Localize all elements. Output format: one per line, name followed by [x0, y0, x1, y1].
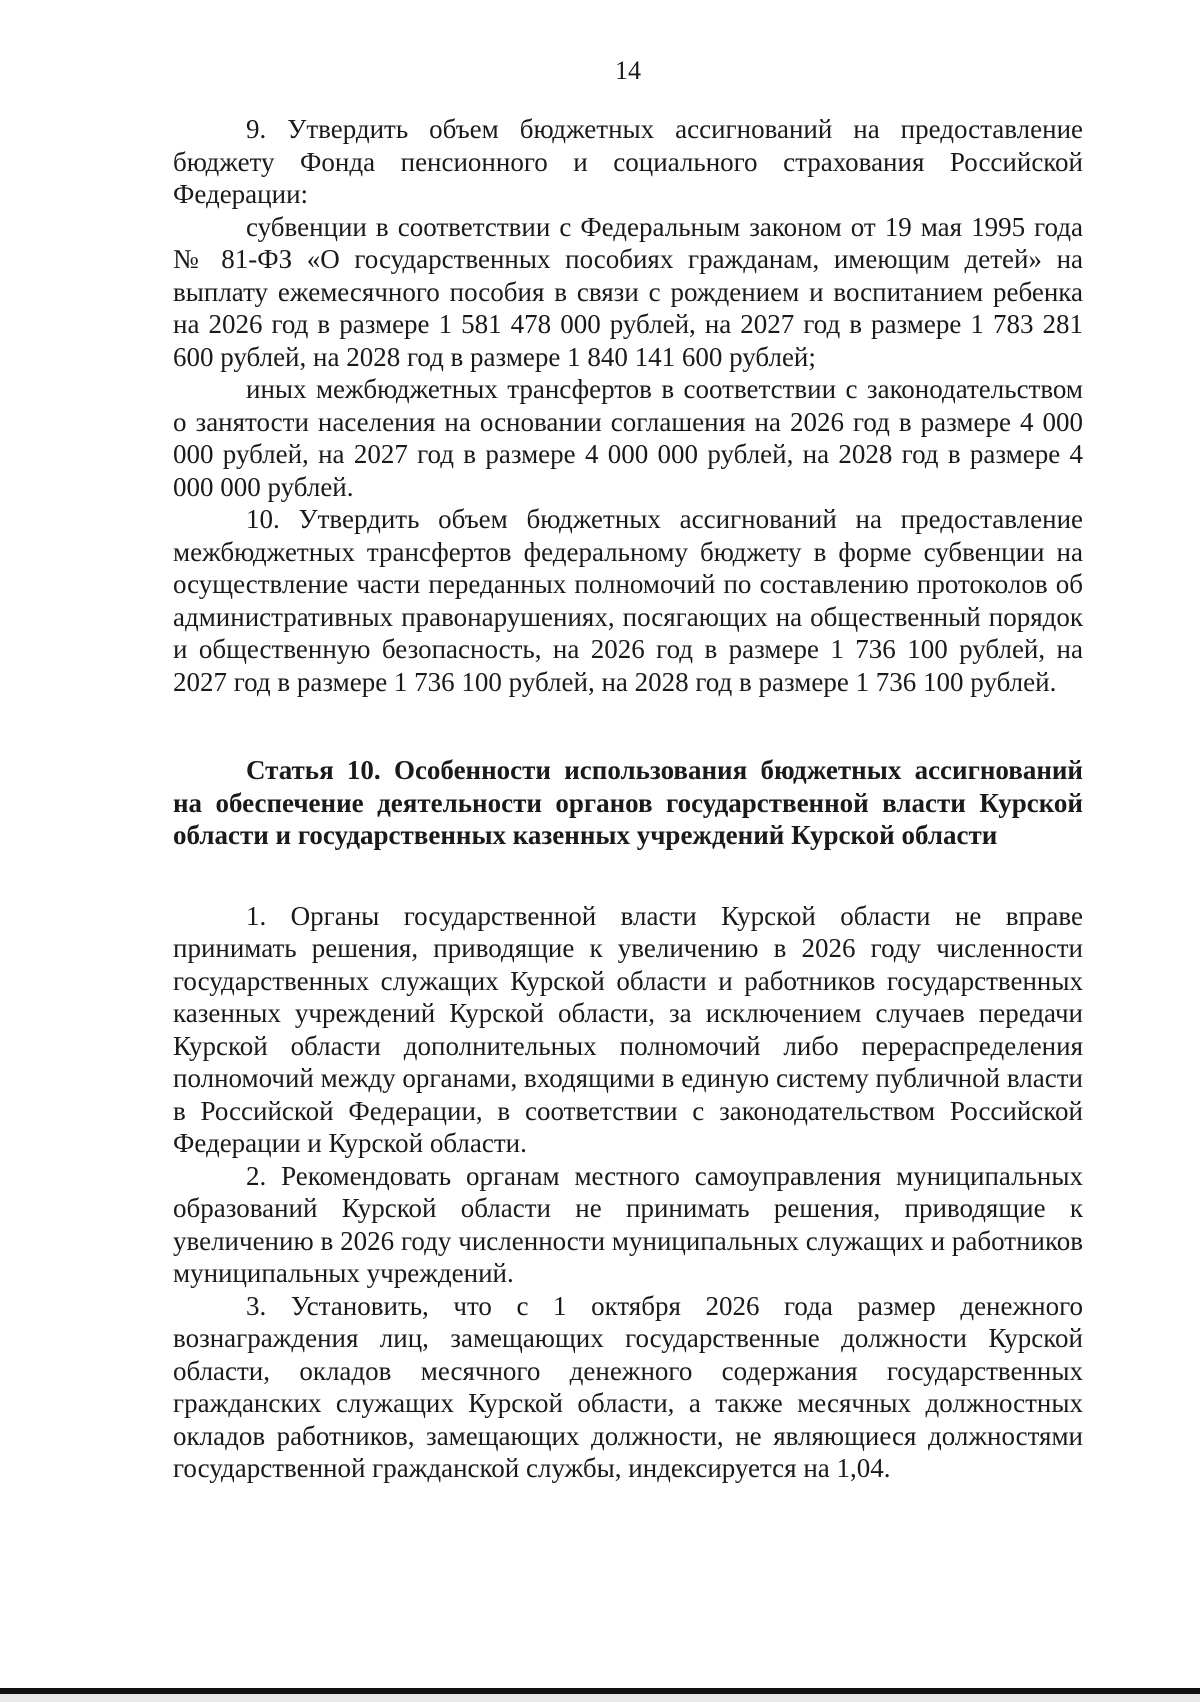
document-body	[173, 113, 1083, 1485]
article-10-item-2: 2. Рекомендовать органам местного самоуправления муниципальных образований Курской области не принимать решения, приводящие к увеличению в 2026 году численности муниципальных служащих и работников муниципальных учреждений.	[173, 1160, 1083, 1288]
page-number: 14	[615, 56, 641, 85]
article-10-item-3: 3. Установить, что с 1 октября 2026 года размер денежного вознаграждения лиц, замещающих государственные должности Курской области, окладов месячного денежного содержания государственных гражданских служащих Курской области, а также месячных должностных окладов работников, замещающих должности, не являющиеся должностями государственной гражданской службы, индексируется на 1,04.	[173, 1290, 1083, 1483]
paragraph-10: 10. Утвердить объем бюджетных ассигнований на предоставление межбюджетных трансфертов федеральному бюджету в форме субвенции на осуществление части переданных полномочий по составлению протоколов об административных правонарушениях, посягающих на общественный порядок и общественную безопасность, на 2026 год в размере 1 736 100 рублей, на 2027 год в размере 1 736 100 рублей, на 2028 год в размере 1 736 100 рублей.	[173, 504, 1083, 697]
article-10-item-1: 1. Органы государственной власти Курской области не вправе принимать решения, приводящие к увеличению в 2026 году численности государственных служащих Курской области и работников государственных казенных учреждений Курской области, за исключением случаев передачи Курской области дополнительных полномочий либо перераспределения полномочий между органами, входящими в единую систему публичной власти в Российской Федерации, в соответствии с законодательством Российской Федерации и Курской области.	[173, 900, 1083, 1158]
scan-bottom-shadow	[0, 1694, 1200, 1702]
paragraph-9-subvention: субвенции в соответствии с Федеральным законом от 19 мая 1995 года № 81-ФЗ «О государственных пособиях гражданам, имеющим детей» на выплату ежемесячного пособия в связи с рождением и воспитанием ребенка на 2026 год в размере 1 581 478 000 рублей, на 2027 год в размере 1 783 281 600 рублей, на 2028 год в размере 1 840 141 600 рублей;	[173, 211, 1083, 372]
article-10-heading: Статья 10. Особенности использования бюджетных ассигнований на обеспечение деятельности органов государственной власти Курской области и государственных казенных учреждений Курской области	[173, 755, 1083, 850]
paragraph-9-intro: 9. Утвердить объем бюджетных ассигнований на предоставление бюджету Фонда пенсионного и социального страхования Российской Федерации:	[173, 114, 1083, 209]
paragraph-9-other-transfers: иных межбюджетных трансфертов в соответствии с законодательством о занятости населения на основании соглашения на 2026 год в размере 4 000 000 рублей, на 2027 год в размере 4 000 000 рублей, на 2028 год в размере 4 000 000 рублей.	[173, 374, 1083, 502]
